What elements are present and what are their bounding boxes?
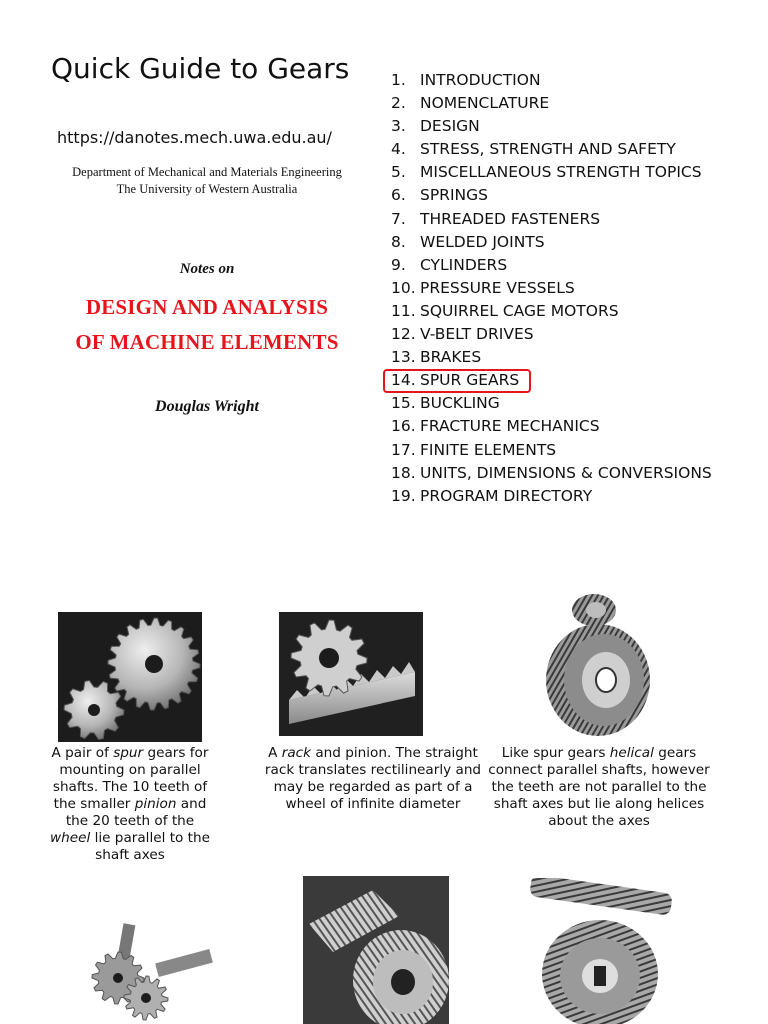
rack-and-pinion-photo: [279, 612, 423, 736]
book-title-line-1: DESIGN AND ANALYSIS: [85, 295, 329, 319]
toc-item-number: 11.: [391, 301, 416, 320]
toc-item[interactable]: [391, 92, 712, 115]
toc-item[interactable]: [391, 392, 712, 415]
toc-item[interactable]: [391, 415, 712, 438]
bevel-gears-shafts-photo: [76, 918, 216, 1024]
source-url[interactable]: https://danotes.mech.uwa.edu.au/: [57, 128, 332, 147]
caption-text: and pinion. The straight rack translates rectilinearly and may be regarded as part of a wheel of infinite diameter: [264, 745, 482, 812]
rack-caption: [262, 745, 484, 813]
toc-item-label: SQUIRREL CAGE MOTORS: [420, 301, 619, 320]
toc-item-label: CYLINDERS: [420, 255, 508, 274]
worm-shaft-icon: [529, 878, 673, 916]
toc-item-label: PROGRAM DIRECTORY: [420, 486, 593, 505]
spiral-bevel-gears-photo: [303, 876, 449, 1024]
wheel-gear-icon: [108, 618, 200, 710]
toc-item[interactable]: [391, 184, 712, 207]
toc-item-number: 16.: [391, 417, 416, 436]
toc-item-number: 18.: [391, 463, 416, 482]
toc-item-number: 7.: [391, 209, 406, 228]
toc-item-label: STRESS, STRENGTH AND SAFETY: [420, 140, 676, 159]
toc-item-label: PRESSURE VESSELS: [420, 278, 575, 297]
toc-item-number: 2.: [391, 94, 406, 113]
toc-item-label: FRACTURE MECHANICS: [420, 417, 600, 436]
author-name: Douglas Wright: [155, 398, 259, 415]
toc-item[interactable]: [391, 485, 712, 508]
caption-text: Like spur gears: [501, 745, 610, 761]
toc-item-number: 14.: [391, 371, 416, 390]
toc-item-number: 19.: [391, 486, 416, 505]
table-of-contents: [391, 69, 712, 508]
toc-item[interactable]: [391, 69, 712, 92]
toc-item[interactable]: [391, 462, 712, 485]
toc-item[interactable]: [391, 369, 712, 392]
caption-text: helical: [609, 745, 654, 761]
caption-text: wheel: [50, 830, 91, 846]
book-title: [40, 290, 374, 360]
toc-item[interactable]: [391, 138, 712, 161]
helical-gears-photo: [526, 588, 674, 740]
worm-gear-photo: [526, 878, 676, 1024]
toc-item-label: THREADED FASTENERS: [420, 209, 601, 228]
helical-caption: [486, 745, 712, 830]
toc-item[interactable]: [391, 439, 712, 462]
toc-item-label: INTRODUCTION: [420, 71, 541, 89]
toc-item[interactable]: [391, 208, 712, 231]
toc-item-label: DESIGN: [420, 117, 480, 136]
toc-item[interactable]: [391, 346, 712, 369]
toc-item-number: 6.: [391, 186, 406, 205]
toc-item-number: 15.: [391, 394, 416, 413]
toc-item-label: BUCKLING: [420, 394, 500, 413]
toc-item[interactable]: [391, 161, 712, 184]
toc-item-number: 8.: [391, 232, 406, 251]
toc-item-number: 13.: [391, 348, 416, 367]
toc-item[interactable]: [391, 277, 712, 300]
toc-item-number: 4.: [391, 140, 406, 159]
page-title: Quick Guide to Gears: [51, 52, 350, 85]
toc-item[interactable]: [391, 231, 712, 254]
notes-on-label: Notes on: [179, 261, 235, 277]
caption-text: A pair of: [51, 745, 114, 761]
toc-item-label: UNITS, DIMENSIONS & CONVERSIONS: [420, 463, 712, 482]
toc-item-label: V-BELT DRIVES: [420, 325, 534, 344]
caption-text: A: [268, 745, 282, 761]
department-name: Department of Mechanical and Materials Engineering: [72, 165, 342, 179]
toc-item[interactable]: [391, 115, 712, 138]
caption-text: rack: [281, 745, 311, 761]
toc-item-label: BRAKES: [420, 348, 482, 367]
pinion-gear-icon: [64, 680, 124, 739]
toc-item-label: WELDED JOINTS: [420, 232, 545, 251]
toc-item[interactable]: [391, 300, 712, 323]
toc-item[interactable]: [391, 323, 712, 346]
toc-item-number: 9.: [391, 255, 406, 274]
toc-item-number: 3.: [391, 117, 406, 136]
department-block: [48, 164, 366, 198]
caption-text: lie parallel to the shaft axes: [90, 830, 210, 863]
toc-item-number: 12.: [391, 325, 416, 344]
book-title-line-2: OF MACHINE ELEMENTS: [75, 330, 339, 354]
toc-highlight-box: [383, 369, 531, 393]
toc-item-label: SPUR GEARS: [420, 371, 520, 390]
toc-item-label: MISCELLANEOUS STRENGTH TOPICS: [420, 163, 702, 182]
caption-text: and the 20 teeth of the: [65, 796, 207, 829]
spur-gears-caption: [44, 745, 216, 864]
toc-item-number: 5.: [391, 163, 406, 182]
caption-text: pinion: [134, 796, 177, 812]
toc-item-number: 17.: [391, 440, 416, 459]
toc-item-label: NOMENCLATURE: [420, 94, 550, 113]
toc-item-number: 1.: [391, 71, 406, 89]
toc-item-label: FINITE ELEMENTS: [420, 440, 557, 459]
toc-item-label: SPRINGS: [420, 186, 488, 205]
toc-item-number: 10.: [391, 278, 416, 297]
caption-text: gears for mounting on parallel shafts. The 10 teeth of the smaller: [52, 745, 209, 812]
toc-item[interactable]: [391, 254, 712, 277]
spur-gears-photo: [58, 612, 202, 742]
caption-text: spur: [113, 745, 144, 761]
caption-text: gears connect parallel shafts, however the teeth are not parallel to the shaft axes but lie along helices about the axes: [488, 745, 710, 829]
university-name: The University of Western Australia: [116, 182, 298, 196]
